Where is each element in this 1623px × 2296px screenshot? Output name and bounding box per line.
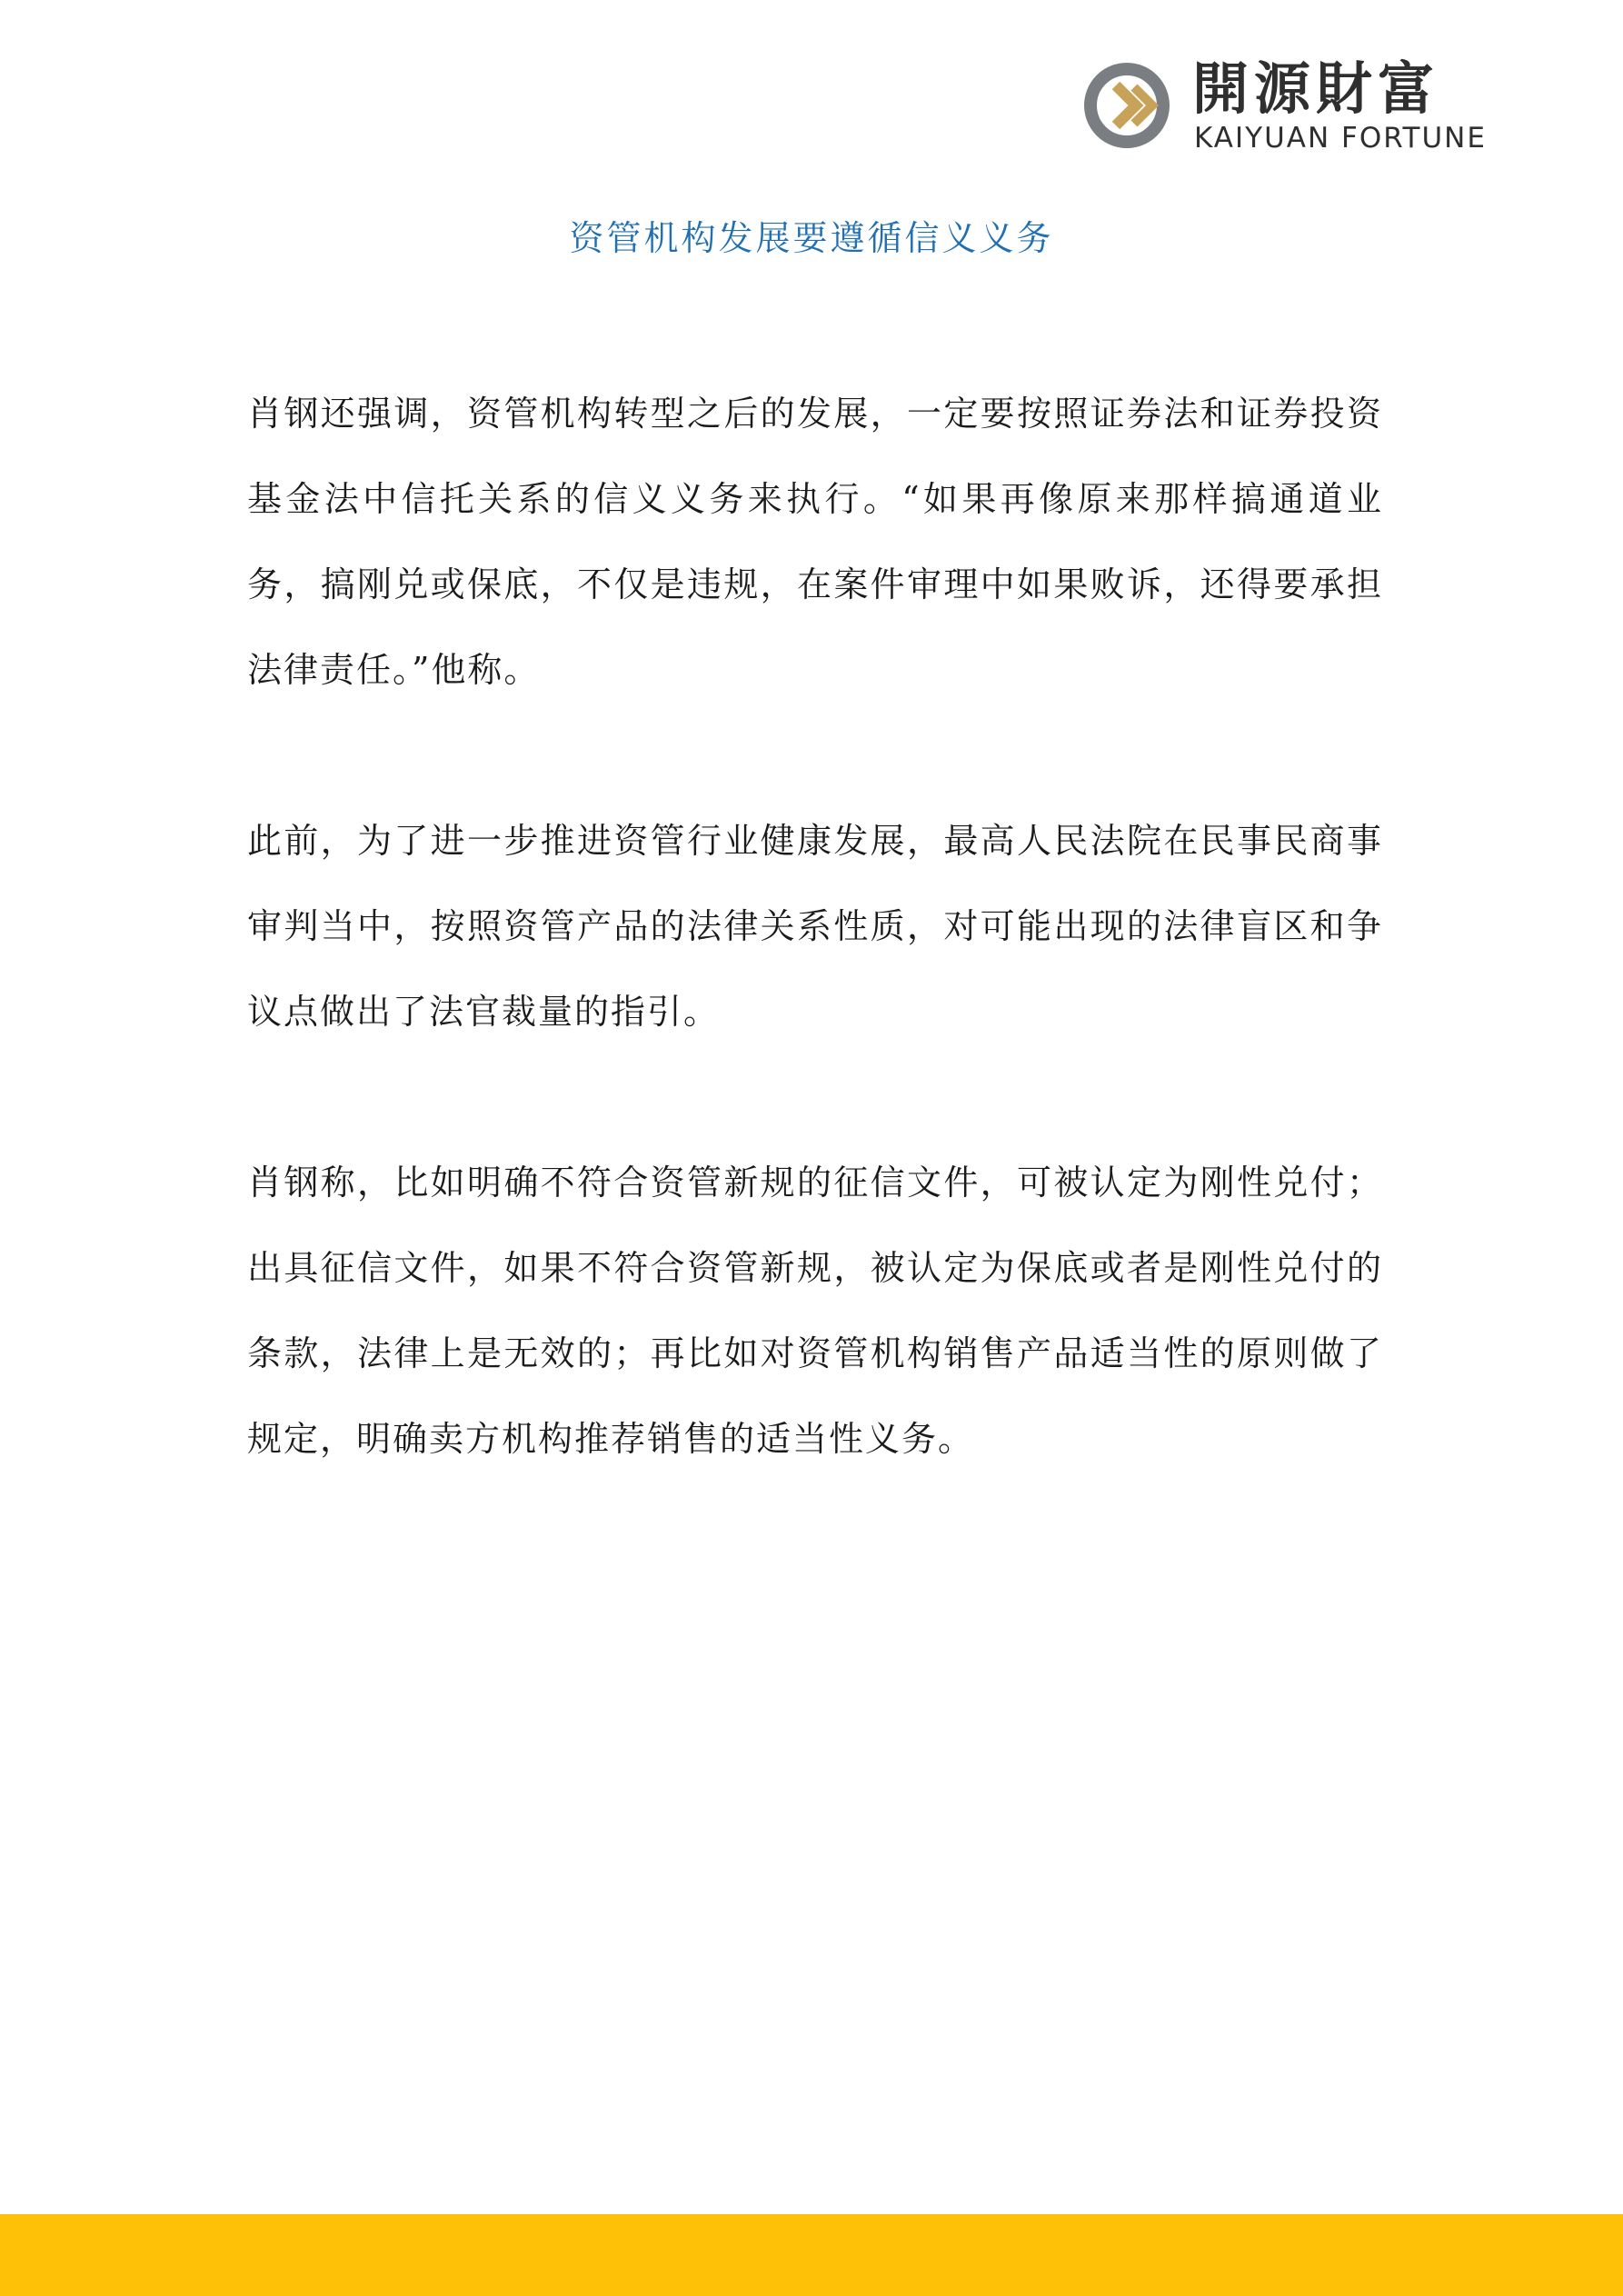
kaiyuan-logo-icon — [1081, 60, 1172, 151]
company-logo — [1081, 56, 1499, 156]
logo-chinese-name: 開源財富 — [1192, 55, 1440, 122]
footer-bar — [0, 2214, 1623, 2296]
logo-english-name: KAIYUAN FORTUNE — [1194, 122, 1487, 155]
paragraph-1: 肖钢还强调，资管机构转型之后的发展，一定要按照证券法和证券投资基金法中信托关系的信义义务来执行。“如果再像原来那样搞通道业务，搞刚兑或保底，不仅是违规，在案件审理中如果败诉，还得要承担法律责任。”他称。 — [247, 394, 1383, 690]
paragraph-3: 肖钢称，比如明确不符合资管新规的征信文件，可被认定为刚性兑付；出具征信文件，如果不符合资管新规，被认定为保底或者是刚性兑付的条款，法律上是无效的；再比如对资管机构销售产品适当性的原则做了规定，明确卖方机构推荐销售的适当性义务。 — [247, 1163, 1383, 1459]
article-body — [247, 371, 1383, 1567]
article-title: 资管机构发展要遵循信义义务 — [569, 218, 1054, 258]
paragraph-2: 此前，为了进一步推进资管行业健康发展，最高人民法院在民事民商事审判当中，按照资管产品的法律关系性质，对可能出现的法律盲区和争议点做出了法官裁量的指引。 — [247, 821, 1383, 1032]
